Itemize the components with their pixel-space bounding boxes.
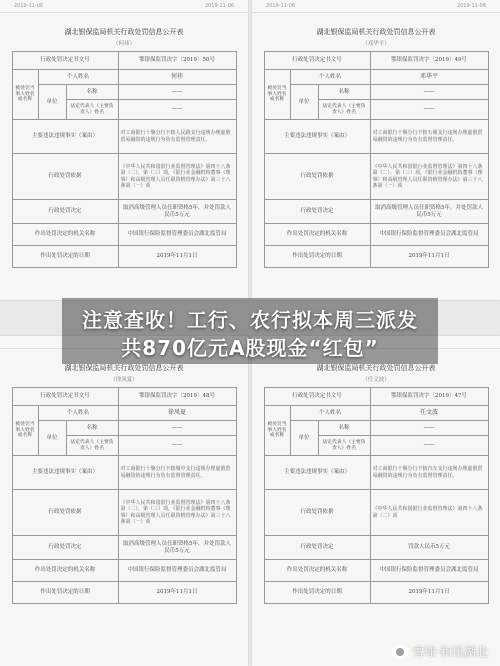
facts-value: 对工商银行十堰分行下辖城中支行违规办理虚假贸易融资的违规行为负有监督管理责任。 [118,456,236,490]
decision-number-label: 行政处罚决定书文号 [12,52,118,70]
decision-value: 取消高级管理人员任职资格5年，并处罚款人民币5万元 [370,200,488,224]
legal-rep-value: —— [118,436,236,456]
table-row [264,70,488,85]
table-row [264,246,488,268]
facts-label: 主要违法违规事实（案由） [264,120,370,154]
date-value: 2019年11月1日 [370,582,488,604]
document-subtitle: （徐凤夏） [110,377,138,383]
person-name-value: 何祎 [118,70,236,85]
authority-value: 中国银行保险监督管理委员会湖北监管局 [370,560,488,582]
legal-rep-label: 法定代表人（主要负责人）姓名 [318,100,370,120]
penalty-table [12,387,237,604]
legal-rep-value: —— [370,436,488,456]
unit-label: 单位 [38,421,66,456]
document-header-strip [252,0,500,13]
basis-label: 行政处罚依据 [264,154,370,200]
unit-name-value: —— [118,421,236,436]
person-name-value: 邓华平 [370,70,488,85]
penalty-table [264,387,489,604]
headline-line-2: 共870亿元A股现金“红包” [121,336,379,360]
table-row [264,120,488,154]
basis-label: 行政处罚依据 [12,154,118,200]
table-row [264,406,488,421]
legal-rep-label: 法定代表人（主要负责人）姓名 [318,436,370,456]
basis-value: 《中华人民共和国银行业监督管理法》第四十八条第（二）、第（三）项，《银行业金融机构董事（理事）和高级管理人员任职资格管理办法》第三十八条第（一）项 [370,154,488,200]
table-row [12,582,236,604]
person-name-label: 个人姓名 [290,406,370,421]
strip-date-right: 2019-11-06 [204,3,234,9]
unit-name-value: —— [370,421,488,436]
basis-value: 《中华人民共和国银行业监督管理法》第四十八条第（二）项 [370,490,488,536]
table-row [12,490,236,536]
facts-label: 主要违法违规事实（案由） [12,120,118,154]
facts-value: 对工商银行十堰分行下辖汽车支行违规办理虚假贸易融资的违规行为负有监督管理责任。 [370,456,488,490]
facts-value: 对工商银行十堰分行下辖人民路支行违规办理虚假贸易融资的违规行为负有监督管理责任。 [118,120,236,154]
table-row [12,120,236,154]
table-row [12,536,236,560]
legal-rep-value: —— [118,100,236,120]
unit-label: 单位 [290,85,318,120]
table-row [12,421,236,436]
strip-date-left: 2019-11-06 [14,3,44,9]
person-name-label: 个人姓名 [290,70,370,85]
decision-value: 取消高级管理人员任职资格5年，并处罚款人民币5万元 [118,200,236,224]
table-row [264,582,488,604]
decision-number-value: 鄂银保监罚决字〔2019〕48号 [118,388,236,406]
penalty-document-2 [252,0,500,300]
decision-number-value: 鄂银保监罚决字〔2019〕47号 [370,388,488,406]
watermark-text: 雪球·和讯湖北 [412,645,488,659]
date-label: 作出处罚决定的日期 [12,582,118,604]
date-value: 2019年11月1日 [118,582,236,604]
penalty-document-4 [252,336,500,666]
authority-label: 作出处罚决定的机关名称 [12,224,118,246]
penalty-document-3 [0,336,248,666]
facts-value: 对工商银行十堰分行下辖五堰支行违规办理虚假贸易融资的违规行为负有监督管理责任。 [370,120,488,154]
basis-value: 《中华人民共和国银行业监督管理法》第四十八条第（二）、第（三）项，《银行业金融机构董事（理事）和高级管理人员任职资格管理办法》第三十八条第（一）项 [118,154,236,200]
authority-label: 作出处罚决定的机关名称 [264,560,370,582]
document-title: 湖北银保监局机关行政处罚信息公开表 [316,364,436,372]
legal-rep-label: 法定代表人（主要负责人）姓名 [66,100,118,120]
document-subtitle: （邓华平） [362,41,390,47]
penalty-table [12,51,237,268]
unit-name-label: 名称 [318,85,370,100]
authority-value: 中国银行保险监督管理委员会湖北监管局 [370,224,488,246]
table-row [12,246,236,268]
table-row [12,200,236,224]
decision-label: 行政处罚决定 [264,200,370,224]
authority-value: 中国银行保险监督管理委员会湖北监管局 [118,224,236,246]
date-label: 作出处罚决定的日期 [12,246,118,268]
unit-name-label: 名称 [66,421,118,436]
decision-number-value: 鄂银保监罚决字〔2019〕50号 [118,52,236,70]
table-row [12,70,236,85]
party-label: 被处罚当事人姓名或名称 [12,406,38,456]
person-name-label: 个人姓名 [38,70,118,85]
table-row [12,224,236,246]
table-row [12,406,236,421]
decision-label: 行政处罚决定 [264,536,370,560]
penalty-table [264,51,489,268]
table-row [264,421,488,436]
table-row [12,52,236,70]
date-value: 2019年11月1日 [118,246,236,268]
unit-name-value: —— [118,85,236,100]
table-row [264,200,488,224]
facts-label: 主要违法违规事实（案由） [12,456,118,490]
strip-date-right: 2019-11-06 [456,3,486,9]
table-row [264,52,488,70]
date-label: 作出处罚决定的日期 [264,582,370,604]
date-label: 作出处罚决定的日期 [264,246,370,268]
table-row [264,388,488,406]
table-row [264,560,488,582]
watermark [392,643,488,660]
penalty-document-1 [0,0,248,300]
table-row [12,560,236,582]
person-name-value: 任文波 [370,406,488,421]
authority-label: 作出处罚决定的机关名称 [264,224,370,246]
unit-label: 单位 [290,421,318,456]
headline-line-1: 注意查收！工行、农行拟本周三派发 [82,308,418,332]
table-row [264,154,488,200]
table-row [12,85,236,100]
table-row [12,154,236,200]
decision-label: 行政处罚决定 [12,200,118,224]
legal-rep-value: —— [370,100,488,120]
unit-name-label: 名称 [318,421,370,436]
decision-value: 罚款人民币5万元 [370,536,488,560]
decision-label: 行政处罚决定 [12,536,118,560]
table-row [264,536,488,560]
strip-date-left: 2019-11-06 [266,3,296,9]
person-name-label: 个人姓名 [38,406,118,421]
table-row [264,490,488,536]
decision-number-label: 行政处罚决定书文号 [264,388,370,406]
party-label: 被处罚当事人姓名或名称 [264,70,290,120]
decision-number-label: 行政处罚决定书文号 [12,388,118,406]
document-subtitle: （何祎） [112,41,135,47]
decision-value: 取消高级管理人员任职资格5年，并处罚款人民币5万元 [118,536,236,560]
search-magnifier-logo-icon [392,644,408,660]
basis-label: 行政处罚依据 [12,490,118,536]
basis-value: 《中华人民共和国银行业监督管理法》第四十八条第（二）、第（三）项，《银行业金融机构董事（理事）和高级管理人员任职资格管理办法》第三十八条第（一）项 [118,490,236,536]
unit-name-value: —— [370,85,488,100]
party-label: 被处罚当事人姓名或名称 [12,70,38,120]
document-title: 湖北银保监局机关行政处罚信息公开表 [64,28,184,36]
document-title: 湖北银保监局机关行政处罚信息公开表 [316,28,436,36]
document-subtitle: （任文波） [362,377,390,383]
table-row [264,224,488,246]
facts-label: 主要违法违规事实（案由） [264,456,370,490]
decision-number-label: 行政处罚决定书文号 [264,52,370,70]
basis-label: 行政处罚依据 [264,490,370,536]
document-title: 湖北银保监局机关行政处罚信息公开表 [64,364,184,372]
table-row [12,456,236,490]
table-row [264,456,488,490]
table-row [264,85,488,100]
legal-rep-label: 法定代表人（主要负责人）姓名 [66,436,118,456]
authority-value: 中国银行保险监督管理委员会湖北监管局 [118,560,236,582]
person-name-value: 徐凤夏 [118,406,236,421]
table-row [12,388,236,406]
decision-number-value: 鄂银保监罚决字〔2019〕49号 [370,52,488,70]
authority-label: 作出处罚决定的机关名称 [12,560,118,582]
unit-label: 单位 [38,85,66,120]
date-value: 2019年11月1日 [370,246,488,268]
party-label: 被处罚当事人姓名或名称 [264,406,290,456]
unit-name-label: 名称 [66,85,118,100]
document-header-strip [0,0,248,13]
